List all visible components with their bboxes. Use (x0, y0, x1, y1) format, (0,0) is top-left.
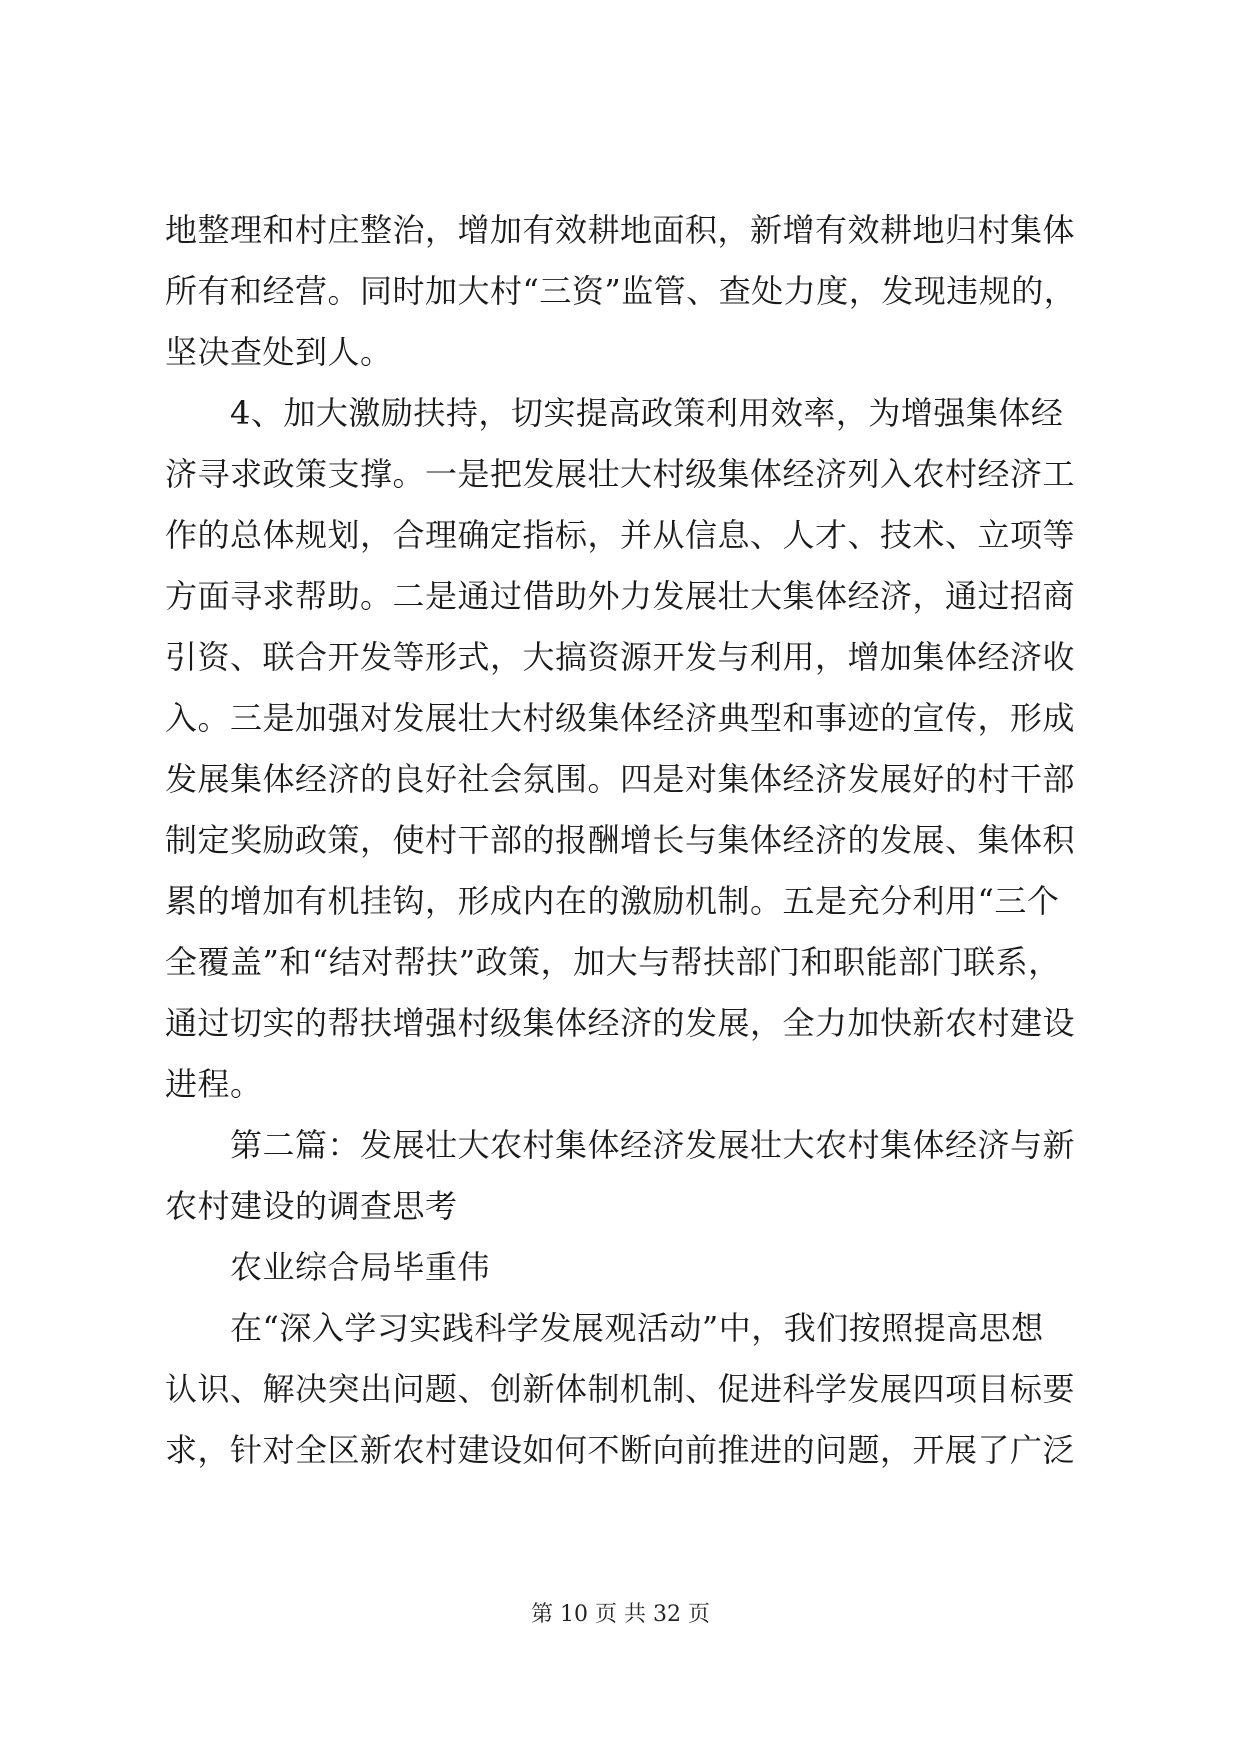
section-heading-line: 农村建设的调查思考 (165, 1187, 458, 1225)
body-line: 作的总体规划，合理确定指标，并从信息、人才、技术、立项等 (165, 516, 1076, 554)
body-line: 求，针对全区新农村建设如何不断向前推进的问题，开展了广泛 (165, 1431, 1076, 1469)
body-line: 济寻求政策支撑。一是把发展壮大村级集体经济列入农村经济工 (165, 455, 1076, 493)
body-line: 全覆盖”和“结对帮扶”政策，加大与帮扶部门和职能部门联系， (165, 943, 1061, 981)
body-line: 在“深入学习实践科学发展观活动”中，我们按照提高思想 (230, 1309, 1044, 1347)
body-line: 发展集体经济的良好社会氛围。四是对集体经济发展好的村干部 (165, 760, 1076, 798)
body-line: 累的增加有机挂钩，形成内在的激励机制。五是充分利用“三个 (165, 882, 1060, 920)
body-line: 通过切实的帮扶增强村级集体经济的发展，全力加快新农村建设 (165, 1004, 1076, 1042)
body-line: 引资、联合开发等形式，大搞资源开发与利用，增加集体经济收 (165, 638, 1076, 676)
body-line: 所有和经营。同时加大村“三资”监管、查处力度，发现违规的， (165, 272, 1077, 310)
body-line: 认识、解决突出问题、创新体制机制、促进科学发展四项目标要 (165, 1370, 1076, 1408)
body-line: 坚决查处到人。 (165, 333, 393, 371)
body-line: 地整理和村庄整治，增加有效耕地面积，新增有效耕地归村集体 (165, 211, 1076, 249)
body-line: 制定奖励政策，使村干部的报酬增长与集体经济的发展、集体积 (165, 821, 1076, 859)
body-line: 方面寻求帮助。二是通过借助外力发展壮大集体经济，通过招商 (165, 577, 1076, 615)
body-line: 入。三是加强对发展壮大村级集体经济典型和事迹的宣传，形成 (165, 699, 1076, 737)
page-number-footer: 第 10 页 共 32 页 (531, 1602, 710, 1627)
section-heading-line: 第二篇：发展壮大农村集体经济发展壮大农村集体经济与新 (230, 1126, 1076, 1164)
author-line: 农业综合局毕重伟 (230, 1248, 491, 1286)
body-line: 4、加大激励扶持，切实提高政策利用效率，为增强集体经 (230, 394, 1064, 432)
body-line: 进程。 (165, 1065, 263, 1103)
